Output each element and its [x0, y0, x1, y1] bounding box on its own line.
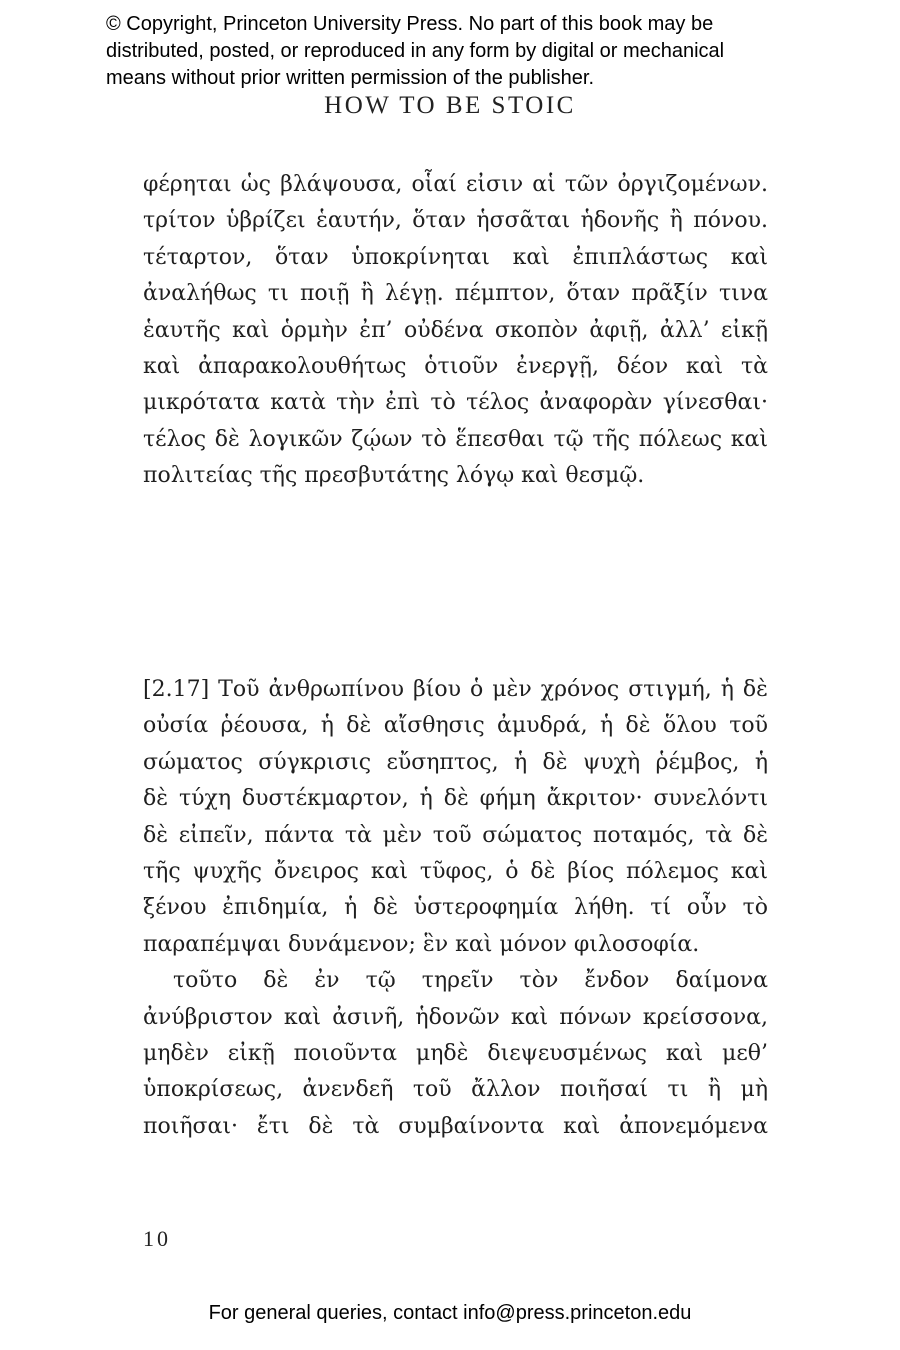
footer-contact: For general queries, contact info@press.princeton.edu [208, 1302, 692, 1324]
text-line: δὲ τύχη δυστέκμαρτον, ἡ δὲ φήμη ἄκριτον· συνελόντι [143, 786, 768, 812]
text-line: ἑαυτῆς καὶ ὁρμὴν ἐπ’ οὐδένα σκοπὸν ἀφιῇ, ἀλλ’ εἰκῇ [143, 317, 768, 343]
text-line: ξένου ἐπιδημία, ἡ δὲ ὑστεροφημία λήθη. τί οὖν τὸ [143, 895, 768, 921]
text-line: μηδὲν εἰκῇ ποιοῦντα μηδὲ διεψευσμένως καὶ μεθ’ [143, 1040, 768, 1066]
text-line: ἀνύβριστον καὶ ἀσινῆ, ἡδονῶν καὶ πόνων κρείσσονα, [143, 1004, 768, 1030]
text-line: τῆς ψυχῆς ὄνειρος καὶ τῦφος, ὁ δὲ βίος πόλεμος καὶ [143, 858, 768, 884]
copyright-line: means without prior written permission of the publisher. [106, 67, 595, 89]
text-line: ἀναλήθως τι ποιῇ ἢ λέγῃ. πέμπτον, ὅταν πρᾶξίν τινα [143, 281, 768, 307]
text-line: ὑποκρίσεως, ἀνενδεῆ τοῦ ἄλλον ποιῆσαί τι ἢ μὴ [143, 1077, 768, 1103]
copyright-notice [106, 11, 806, 92]
text-line: σώματος σύγκρισις εὔσηπτος, ἡ δὲ ψυχὴ ῥέμβος, ἡ [143, 749, 768, 775]
text-line: τέλος δὲ λογικῶν ζῴων τὸ ἕπεσθαι τῷ τῆς πόλεως καὶ [143, 426, 768, 452]
running-head: HOW TO BE STOIC [324, 92, 576, 119]
text-line: πολιτείας τῆς πρεσβυτάτης λόγῳ καὶ θεσμῷ. [143, 463, 645, 489]
copyright-line: distributed, posted, or reproduced in any form by digital or mechanical [106, 40, 725, 62]
copyright-line: © Copyright, Princeton University Press. No part of this book may be [106, 13, 714, 35]
text-line: παραπέμψαι δυνάμενον; ἓν καὶ μόνον φιλοσοφία. [143, 931, 700, 957]
text-line: τοῦτο δὲ ἐν τῷ τηρεῖν τὸν ἔνδον δαίμονα [173, 968, 768, 994]
page-number: 10 [143, 1226, 171, 1251]
text-line: μικρότατα κατὰ τὴν ἐπὶ τὸ τέλος ἀναφορὰν γίνεσθαι· [143, 390, 768, 416]
text-line: οὐσία ῥέουσα, ἡ δὲ αἴσθησις ἀμυδρά, ἡ δὲ ὅλου τοῦ [143, 713, 768, 739]
greek-passage-2 [143, 672, 768, 1145]
text-line: τρίτον ὑβρίζει ἑαυτήν, ὅταν ἡσσᾶται ἡδονῆς ἢ πόνου. [143, 208, 768, 234]
text-line: φέρηται ὡς βλάψουσα, οἷαί εἰσιν αἱ τῶν ὀργιζομένων. [143, 172, 768, 197]
text-line: δὲ εἰπεῖν, πάντα τὰ μὲν τοῦ σώματος ποταμός, τὰ δὲ [143, 822, 768, 848]
text-line: ποιῆσαι· ἔτι δὲ τὰ συμβαίνοντα καὶ ἀπονεμόμενα [143, 1113, 768, 1139]
greek-passage-1 [143, 167, 768, 495]
text-line: [2.17] Τοῦ ἀνθρωπίνου βίου ὁ μὲν χρόνος στιγμή, ἡ δὲ [143, 677, 768, 702]
text-line: καὶ ἀπαρακολουθήτως ὁτιοῦν ἐνεργῇ, δέον καὶ τὰ [143, 353, 768, 379]
text-line: τέταρτον, ὅταν ὑποκρίνηται καὶ ἐπιπλάστως καὶ [143, 244, 768, 270]
